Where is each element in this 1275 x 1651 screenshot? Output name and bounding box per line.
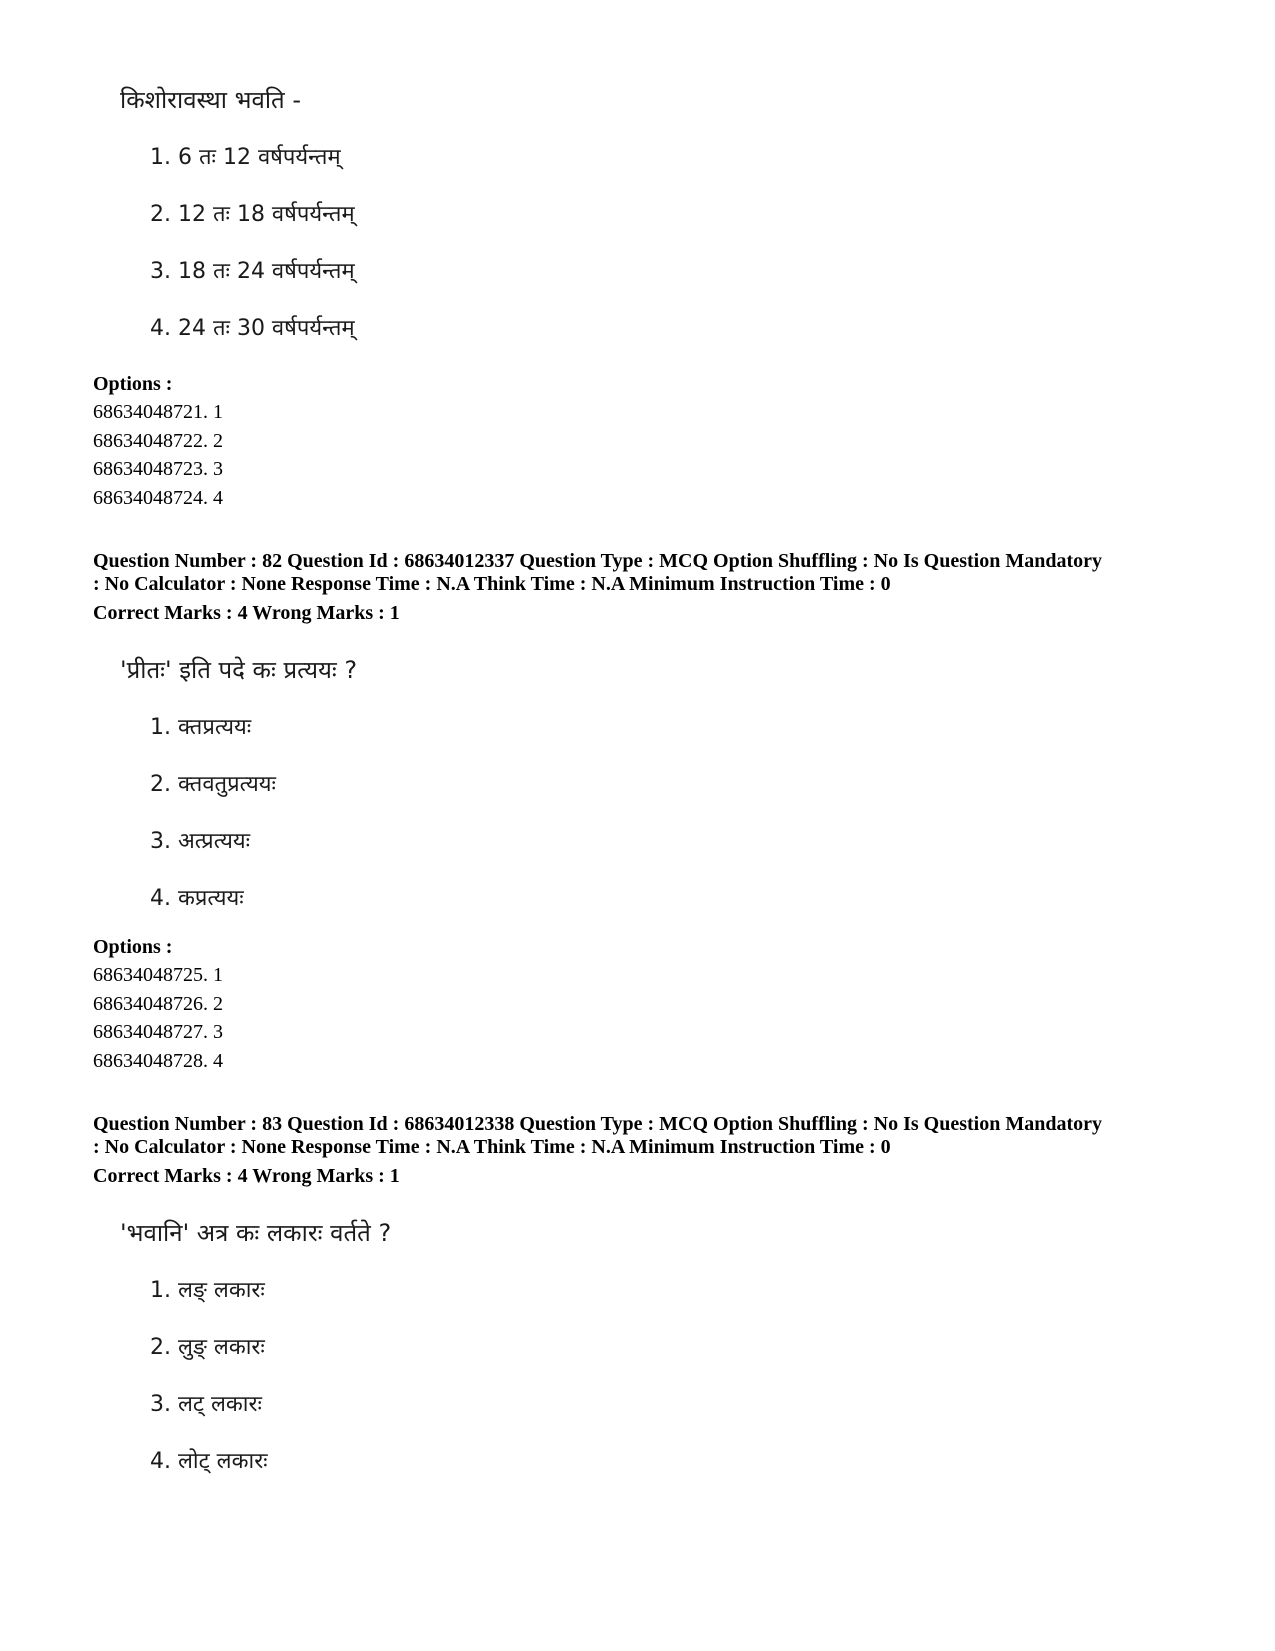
choice-item: 2. क्तवतुप्रत्ययः — [150, 772, 276, 797]
choice-item: 3. 18 तः 24 वर्षपर्यन्तम् — [150, 259, 355, 284]
question-marks: Correct Marks : 4 Wrong Marks : 1 — [93, 1165, 400, 1187]
choice-item: 2. लुङ् लकारः — [150, 1335, 265, 1360]
choice-item: 4. 24 तः 30 वर्षपर्यन्तम् — [150, 316, 355, 341]
option-id-line: 68634048727. 3 — [93, 1021, 223, 1043]
option-id-line: 68634048722. 2 — [93, 430, 223, 452]
option-id-line: 68634048724. 4 — [93, 487, 223, 509]
option-id-line: 68634048726. 2 — [93, 993, 223, 1015]
options-label: Options : — [93, 936, 173, 958]
options-label: Options : — [93, 373, 173, 395]
question-meta-line: : No Calculator : None Response Time : N.A Think Time : N.A Minimum Instruction Time : 0 — [93, 573, 891, 595]
choice-item: 1. क्तप्रत्ययः — [150, 715, 252, 740]
option-id-line: 68634048728. 4 — [93, 1050, 223, 1072]
option-id-line: 68634048721. 1 — [93, 401, 223, 423]
question-text: किशोरावस्था भवति - — [120, 86, 301, 114]
option-id-line: 68634048723. 3 — [93, 458, 223, 480]
question-text: 'भवानि' अत्र कः लकारः वर्तते ? — [120, 1219, 392, 1247]
choice-item: 3. लट् लकारः — [150, 1392, 262, 1417]
choice-item: 1. 6 तः 12 वर्षपर्यन्तम् — [150, 145, 341, 170]
question-text: 'प्रीतः' इति पदे कः प्रत्ययः ? — [120, 656, 358, 684]
choice-item: 3. अत्प्रत्ययः — [150, 829, 251, 854]
option-id-line: 68634048725. 1 — [93, 964, 223, 986]
choice-item: 4. लोट् लकारः — [150, 1449, 268, 1474]
question-meta-line: : No Calculator : None Response Time : N.A Think Time : N.A Minimum Instruction Time : 0 — [93, 1136, 891, 1158]
choice-item: 2. 12 तः 18 वर्षपर्यन्तम् — [150, 202, 355, 227]
choice-item: 4. कप्रत्ययः — [150, 886, 244, 911]
choice-item: 1. लङ् लकारः — [150, 1278, 265, 1303]
question-marks: Correct Marks : 4 Wrong Marks : 1 — [93, 602, 400, 624]
question-meta-line: Question Number : 83 Question Id : 68634012338 Question Type : MCQ Option Shuffling : No Is Question Mandatory — [93, 1113, 1102, 1135]
question-meta-line: Question Number : 82 Question Id : 68634012337 Question Type : MCQ Option Shuffling : No Is Question Mandatory — [93, 550, 1102, 572]
